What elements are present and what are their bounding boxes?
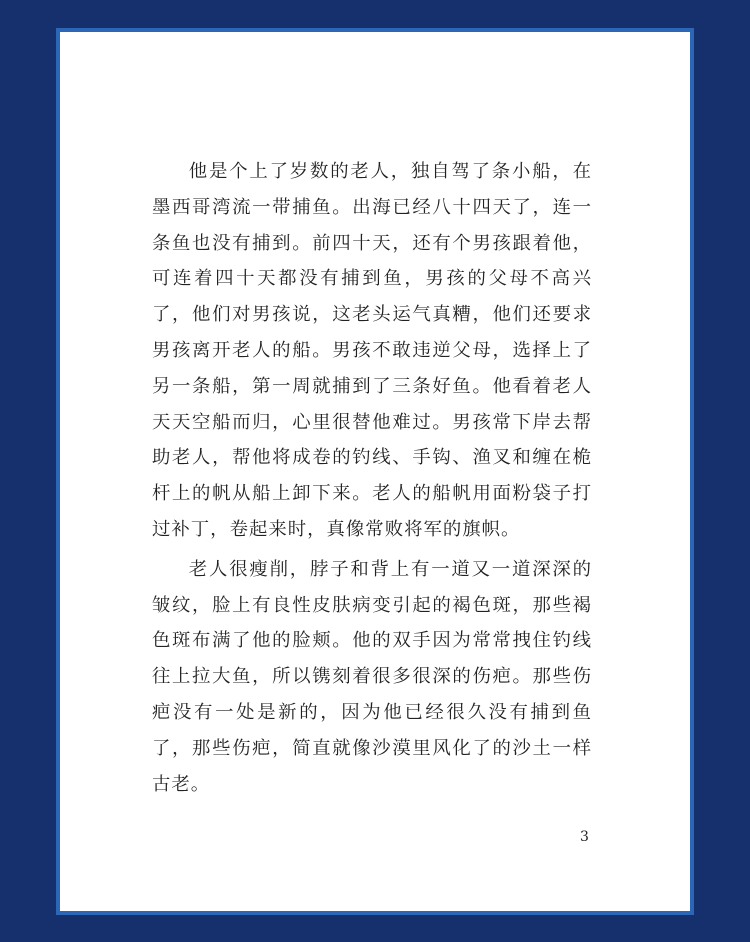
page-number: 3 <box>580 829 589 845</box>
book-page <box>60 32 690 911</box>
paragraph-1: 他是个上了岁数的老人，独自驾了条小船，在墨西哥湾流一带捕鱼。出海已经八十四天了，连一条鱼也没有捕到。前四十天，还有个男孩跟着他，可连着四十天都没有捕到鱼，男孩的父母不高兴了，他们对男孩说，这老头运气真糟，他们还要求男孩离开老人的船。男孩不敢违逆父母，选择上了另一条船，第一周就捕到了三条好鱼。他看着老人天天空船而归，心里很替他难过。男孩常下岸去帮助老人，帮他将成卷的钓线、手钩、渔叉和缠在桅杆上的帆从船上卸下来。老人的船帆用面粉袋子打过补丁，卷起来时，真像常败将军的旗帜。 <box>152 161 592 540</box>
paragraph-2: 老人很瘦削，脖子和背上有一道又一道深深的皱纹，脸上有良性皮肤病变引起的褐色斑，那些褐色斑布满了他的脸颊。他的双手因为常常拽住钓线往上拉大鱼，所以镌刻着很多很深的伤疤。那些伤疤没有一处是新的，因为他已经很久没有捕到鱼了，那些伤疤，简直就像沙漠里风化了的沙土一样古老。 <box>152 558 592 795</box>
body-text <box>152 154 592 802</box>
